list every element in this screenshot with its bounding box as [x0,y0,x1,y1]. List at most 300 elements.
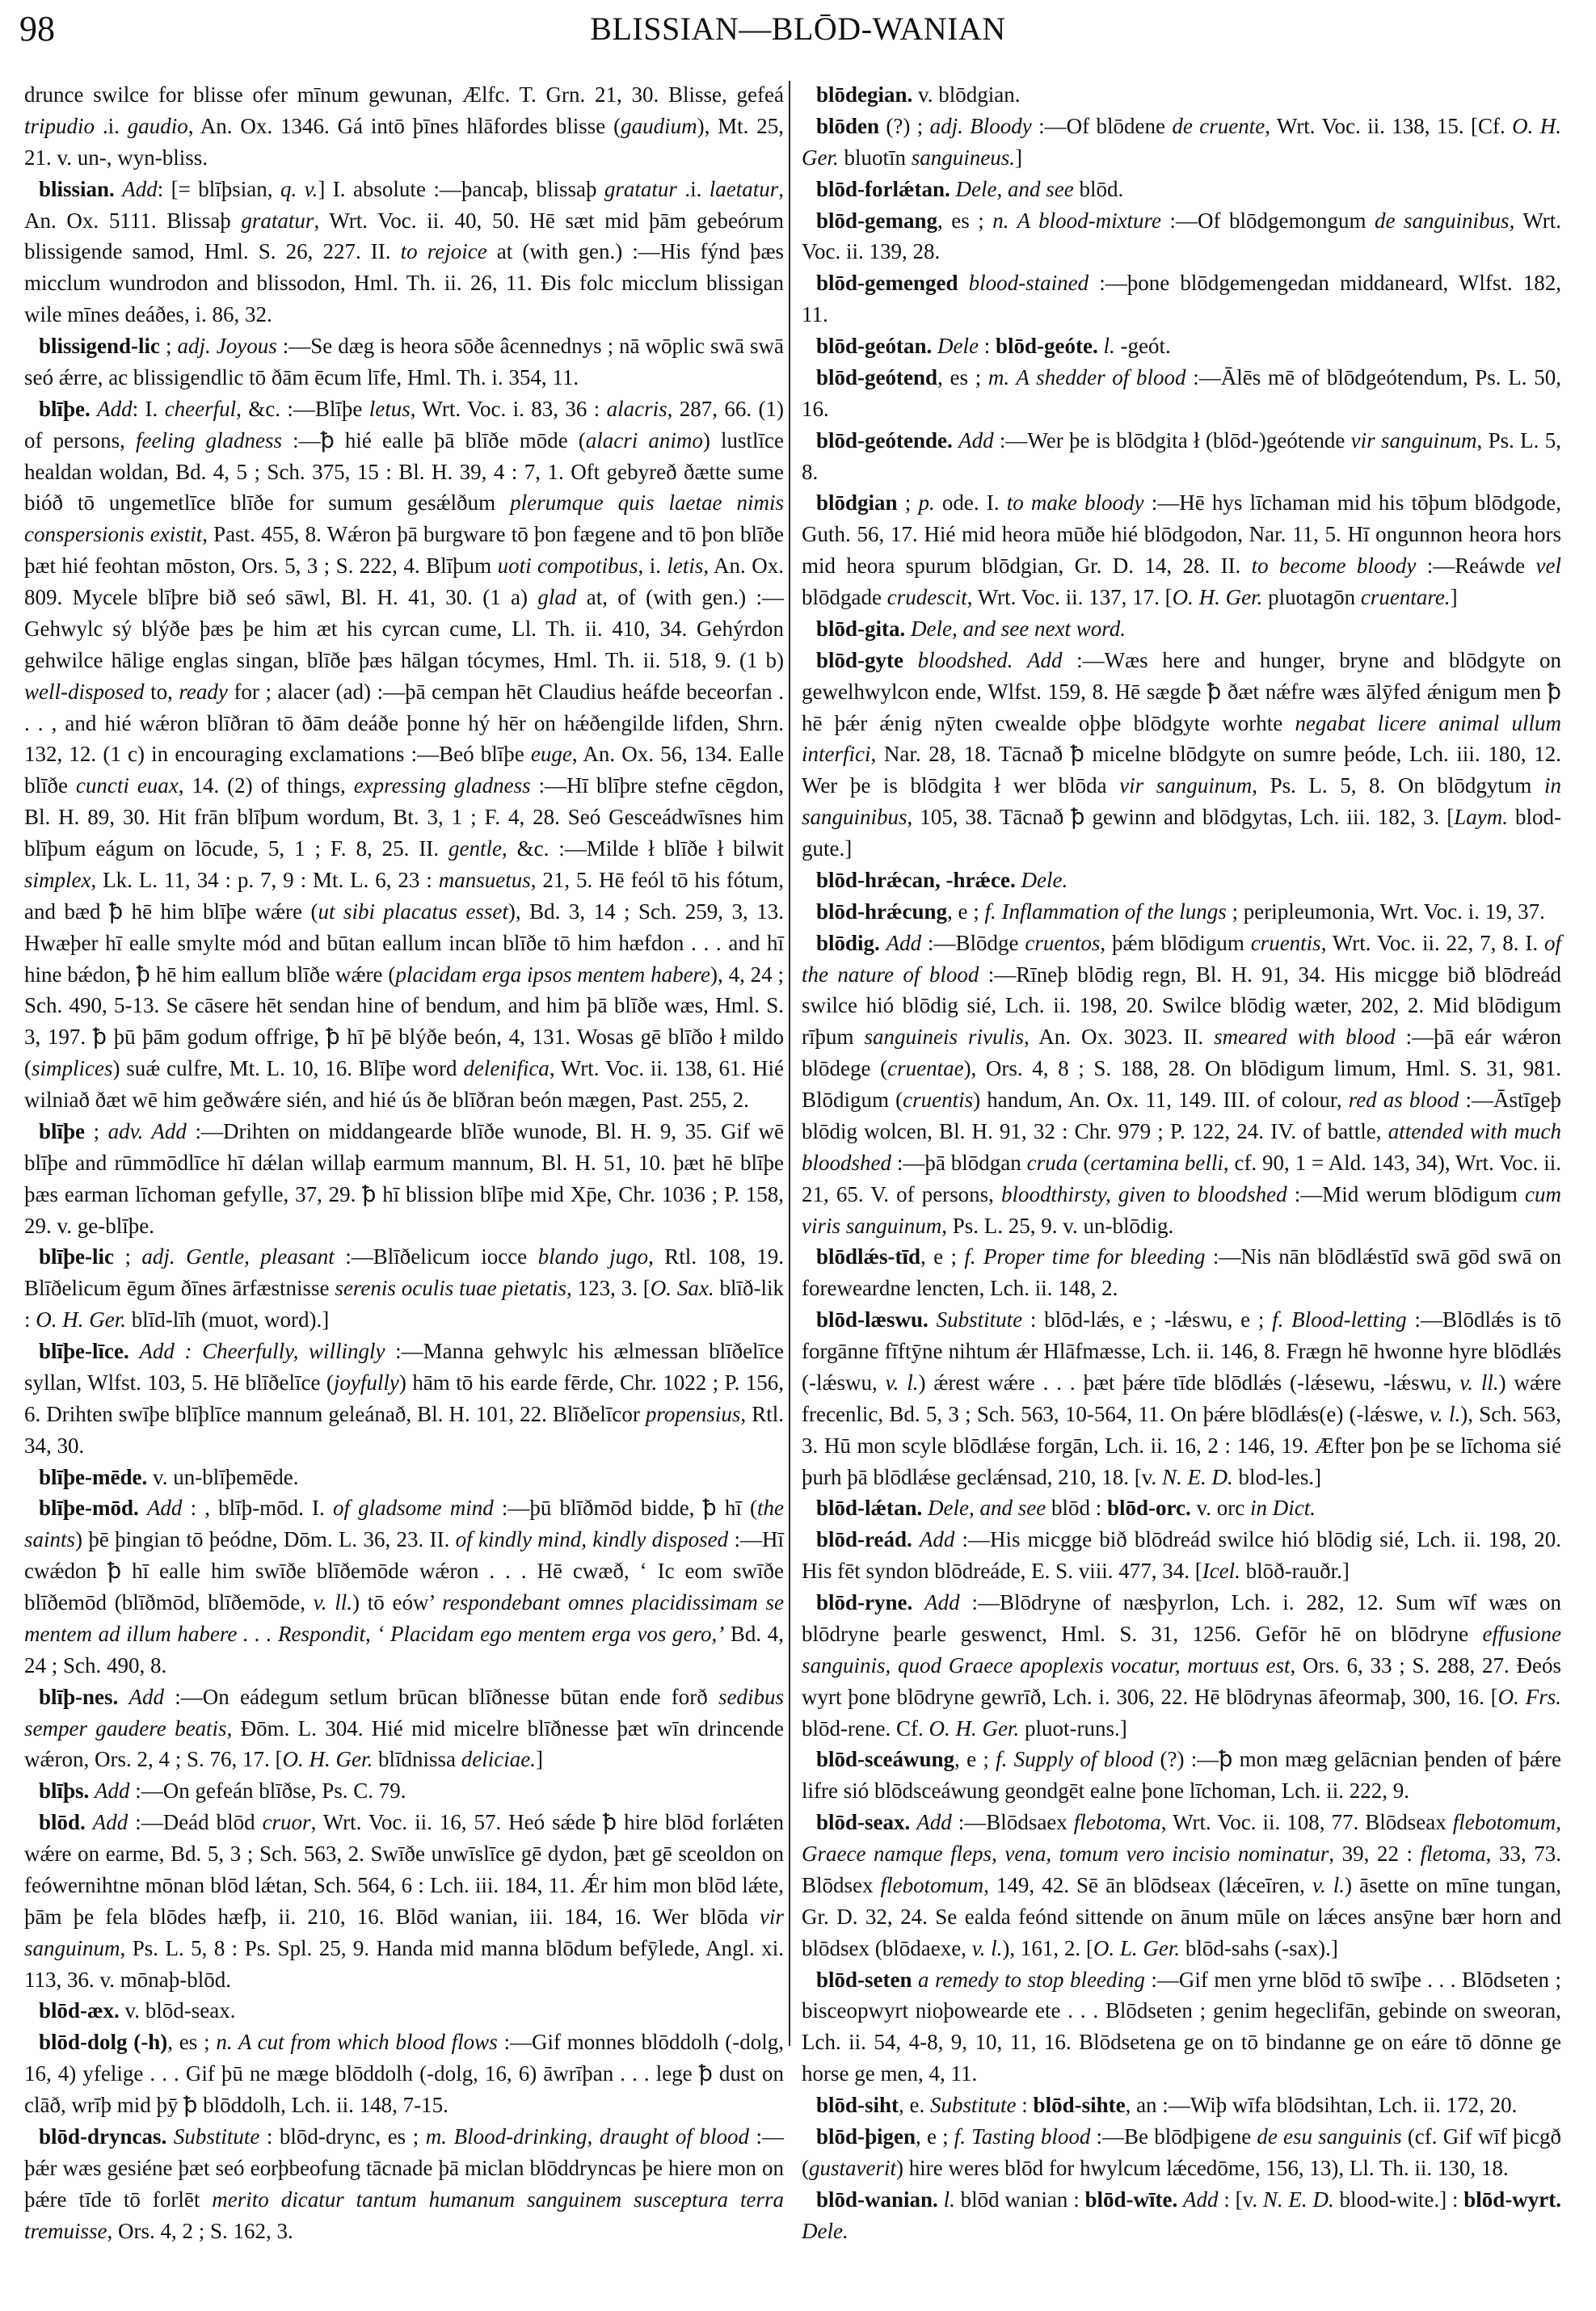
dictionary-entry [802,2184,1561,2247]
entry-text: :—Manna gehwylc his ælmessan blīðelīce syllan, Wlfst. 103, 5. Hē blīðelīce ( [24,1339,785,1395]
entry-text: ), Bd. 3, 14 ; Sch. 259, 3, 13. Hwæþer hī ealle smylte mód and būtan eallum incan blīðe tō him hæfdon . . . and hī hine bǽdon, ꝥ hē him eallum blīðe wǽre ( [24,899,784,987]
headword: blōd-læswu. [816,1307,929,1332]
entry-text: ; [160,334,178,358]
italic-text: blando jugo [537,1244,649,1269]
headword: blōd-hrǽcung [816,899,948,924]
italic-text: N. E. D. [1161,1464,1233,1489]
italic-text: v. l. [885,1370,919,1395]
headword: blīþe. [39,396,91,421]
italic-text: gratatur [604,176,677,201]
italic-text: fletoma [1420,1842,1486,1866]
italic-text: the saints [24,1496,785,1552]
entry-text: blōd-sahs (-sax).] [1180,1935,1338,1960]
italic-text: de esu sanguinis [1257,2124,1402,2149]
entry-text: ; [114,1244,142,1269]
italic-text: placidam erga ipsos mentem habere [395,962,711,987]
entry-text: at (with gen.) :—His fýnd þæs micclum wundrodon and blissodon, Hml. Th. ii. 26, 11. Ðis folc micclum blissigan wile mīnes deáðes, i. 86, 32. [24,239,784,327]
italic-text: Add [92,1810,128,1835]
headword: blōd-wyrt. [1463,2187,1562,2212]
entry-text: (cf. Gif wīf þicgð ( [802,2124,1561,2180]
entry-text: ), 4, 24 ; Sch. 490, 5-13. Se cāsere hēt sendan hine of bendum, and him þā blīðe wæs, Hml. S. 3, 197. ꝥ þū þām godum offrige, ꝥ hī þē blýðe beón, 4, 131. Wosas gē blīðo ł mildo ( [24,962,784,1081]
entry-text: , 287, 66. (1) of persons, [24,396,785,453]
italic-text: laetatur [709,176,779,201]
dictionary-entry [24,330,784,394]
entry-text: : I. [132,396,165,421]
entry-text: :—þone blōdgemengedan middaneard, Wlfst. 182, 11. [802,271,1562,327]
italic-text: smeared with blood [1214,1025,1396,1050]
entry-text: , Wrt. Voc. ii. 138, 61. Hié wilniað ðæt wē him geðwǽre sién, and hié ús ðe blīðran beón mægen, Past. 255, 2. [24,1056,784,1112]
italic-text: O. H. Ger. [282,1747,373,1772]
entry-text: , an :—Wiþ wīfa blōdsihtan, Lch. ii. 172, 20. [1125,2093,1518,2117]
entry-text: ), 161, 2. [ [1002,1935,1093,1960]
italic-text: serenis oculis tuae pietatis [335,1276,566,1301]
italic-text: Add : Cheerfully, willingly [139,1339,385,1363]
italic-text: Laym. [1454,805,1508,830]
italic-text: cum viris sanguinum [802,1181,1561,1238]
dictionary-entry [802,2121,1561,2184]
dictionary-entry [24,2027,784,2121]
headword: blōd-gemenged [816,271,958,296]
entry-text: , Ors. 6, 33 ; S. 288, 27. Ðeós wyrt þone blōdryne gewrīð, Lch. i. 306, 22. Hē blōdrynas āfeormaþ, 300, 16. [ [802,1652,1561,1709]
entry-text: :—Gif monnes blōddolh (-dolg, 16, 4) yfelige . . . Gif þū ne mæge blōddolh (-dolg, 16, 6) āwrīþan . . . lege ꝥ dust on clāð, wrīþ mid þȳ ꝥ blōddolh, Lch. ii. 148, 7-15. [24,2030,784,2117]
italic-text: flebotomum, Graece namque fleps, vena, tomum vero incisio nominatur [802,1810,1561,1866]
headword: blōd-gyte [816,647,903,672]
headword: blōd-ryne. [816,1590,913,1614]
entry-text: ) wǽre frecenlic, Bd. 5, 3 ; Sch. 563, 10-564, 11. On þǽre blōdlǽs(e) (-lǽswe, [802,1370,1562,1426]
italic-text: respondebant omnes placidissimam se mentem ad illum habere . . . Respondit, ‘ Placidam ego mentem erga vos gero,’ [24,1590,784,1646]
entry-text: :—Blōdryne of næsþyrlon, Lch. i. 282, 12. Sum wīf wæs on blōdryne þearle geswenct, Hml. S. 31, 1256. Gefōr hē on blōdryne [802,1590,1561,1646]
italic-text: Add [97,396,133,421]
dictionary-entry [802,267,1561,330]
entry-text: :—His micgge bið blōdreád swilce hió blōdig sié, Lch. ii. 198, 20. His fēt syndon blōdreáde, E. S. viii. 477, 34. [ [802,1527,1561,1584]
entry-text: : , blīþ-mōd. I. [182,1496,333,1521]
dictionary-entry [802,362,1561,425]
italic-text: certamina belli [1090,1150,1223,1175]
headword: blōdlǽs-tīd [816,1244,921,1269]
entry-text: :—Gif men yrne blōd tō swīþe . . . Blōdseten ; bisceopwyrt nioþowearde ete . . . Blōdseten ; genim hegeclifān, gebinde on sweoran, Lch. ii. 54, 4-8, 9, 10, 11, 16. Blōdsetena ge on tō bindanne ge on eáre tō dōnne ge horse ge men, 4, 11. [802,1967,1562,2086]
italic-text: Add [1027,647,1063,672]
italic-text: Add [128,1684,165,1709]
headword: blōd-seten [816,1967,912,1992]
headword: blōd-siht [816,2093,899,2117]
italic-text: adj. Bloody [929,113,1032,138]
italic-text: de cruente [1172,113,1265,138]
entry-text: :—Drihten on middangearde blīðe wunode, Bl. H. 9, 35. Gif wē blīþe and rūmmōdlīce hī dǽlan willaþ earmum mannum, Bl. H. 51, 10. þæt hē blīþe þæs earman līchoman gefylle, 37, 29. ꝥ hī blission blīþe mid Xp̄e, Chr. 1036 ; P. 158, 29. v. ge-blīþe. [24,1118,784,1238]
dictionary-entry [802,425,1561,488]
entry-text: pluotagōn [1262,585,1361,609]
italic-text: f. Inflammation of the lungs [984,899,1227,924]
entry-text: : [1016,2093,1034,2117]
entry-text: (?) :—ꝥ mon mæg gelācnian þenden of þǽre lifre sió blōdsceáwung geondgēt ealne þone līchoman, Lch. ii. 222, 9. [802,1747,1561,1804]
entry-text [912,1590,924,1614]
italic-text: glad [537,585,577,609]
entry-text: : [v. [1218,2187,1263,2212]
headword: blōd-geótende. [816,427,953,453]
dictionary-entry [24,1807,784,1995]
dictionary-entry [802,1492,1561,1524]
italic-text: Icel. [1202,1559,1240,1584]
entry-text: :—Ālēs mē of blōdgeótendum, Ps. L. 50, 16. [802,364,1561,421]
entry-text: v. blōd-seax. [119,1998,236,2023]
italic-text: adj. Joyous [177,334,277,358]
italic-text: Dele. [802,2218,849,2243]
entry-text: :—Se dæg is heora sōðe âcennednys ; nā wōplic swā swā seó ǽrre, ac blissigendlic tō ðām ēcum līfe, Hml. Th. i. 354, 11. [24,334,784,389]
italic-text: Substitute [173,2124,260,2149]
entry-text: : [= blīþsian, [157,176,280,201]
entry-text: v. blōdgian. [912,82,1021,107]
entry-text: , An. Ox. 3023. II. [1023,1025,1215,1050]
italic-text: plerumque quis laetae nimis conspersionis existit [24,490,784,547]
headword: blōd-dryncas. [39,2124,167,2149]
entry-text: :—Blōdsaex [951,1810,1074,1835]
entry-text: , Wrt. Voc. ii. 40, 50. Hē sæt mid þām gebeórum blissigende samod, Hml. S. 26, 227. II. [24,208,784,264]
italic-text: effusione sanguinis, quod Graece apoplexis vocatur, mortuus est [802,1621,1561,1677]
dictionary-entry [24,1682,784,1776]
entry-text: , i. [638,554,667,579]
entry-text: , Rtl. 34, 30. [24,1401,784,1458]
dictionary-entry [802,174,1561,205]
entry-text [912,1968,919,1992]
dictionary-entry [24,1775,784,1807]
italic-text: uoti compotibus [497,554,638,579]
entry-text: :—þǽr wæs gesiéne þæt seó eorþbeofung tācnade þā miclan blōddryncas þe hiere mon on þǽre tīde tō forlēt [24,2124,784,2212]
italic-text: of gladsome mind [332,1496,494,1521]
italic-text: m. Blood-drinking, draught of blood [425,2124,749,2149]
entry-text: at, of (with gen.) :—Gehwylc sý blýðe þæs þe him æt his cyrcan cume, Ll. Th. ii. 410, 34. Gehýrdon gehwilce hālige englas singan, blīðe þæs hālgan tócymes, Hml. Th. ii. 518, 9. (1 b) [24,585,784,672]
entry-text [1098,334,1104,358]
entry-text: , Wrt. Voc. ii. 108, 77. Blōdseax [1160,1810,1453,1835]
entry-text: ] I. absolute :—þancaþ, blissaþ [318,176,604,201]
entry-text: ) suǽ culfre, Mt. L. 10, 16. Blīþe word [112,1056,464,1081]
italic-text: v. l. [1312,1872,1345,1897]
entry-text: :—Deád blōd [128,1810,263,1835]
italic-text: a remedy to stop bleeding [918,1967,1145,1992]
entry-text: ) tō eów’ [352,1590,443,1614]
italic-text: gentle [448,836,502,861]
italic-text: sanguineus. [911,145,1016,170]
italic-text: feeling gladness [135,427,283,453]
entry-text: ) handum, An. Ox. 11, 149. III. of colour, [973,1088,1349,1112]
entry-text: , Ps. L. 5, 8. [802,427,1562,484]
italic-text: q. v. [280,176,318,201]
entry-text: , 21, 5. Hē feól tō his fótum, and bæd ꝥ hē him blīþe wǽre ( [24,867,784,924]
entry-text: , 39, 22 : [1329,1842,1421,1866]
dictionary-entry [802,487,1561,613]
dictionary-entry [802,330,1561,362]
entry-text: , &c. :—Milde ł blīðe ł bilwit [501,836,785,861]
page-number: 98 [19,9,55,48]
dictionary-entry [24,394,784,1116]
entry-text: , 14. (2) of things, [178,773,354,798]
headword: blōd-forlǽtan. [816,176,950,201]
headword: blōd-dolg (-h) [39,2030,168,2055]
entry-text: , e ; [947,899,985,924]
headword: blōdgian [816,490,898,516]
entry-text: :—Hī cwǽdon ꝥ hī ealle him swīðe blīðemōde wǽron . . . Hē cwæð, ‘ Ic eom swīðe blīðemōd (blīðmōd, blīðemōde, [24,1527,784,1614]
entry-text [938,2187,944,2212]
italic-text: deliciae. [461,1747,536,1772]
entry-text: , 149, 42. Sē ān blōdseax (lǽceīren, [983,1872,1312,1897]
entry-text: ] [1015,145,1023,170]
dictionary-entry [802,896,1561,928]
headword: blissigend-lic [39,334,161,358]
headword: blōd. [39,1810,86,1835]
entry-text: , An. Ox. 1346. Gá intō þīnes hlāfordes blisse ( [187,113,621,138]
headword: blōd-geótan. [816,334,933,358]
entry-text [953,428,958,453]
dictionary-entry [802,205,1561,268]
entry-text [912,1527,920,1551]
entry-text: , Rtl. 108, 19. Blīðelicum ēgum ðīnes ārfæstnisse [24,1244,784,1301]
entry-text [86,1810,93,1834]
italic-text: Add [886,930,922,955]
italic-text: Add [919,1527,955,1552]
italic-text: l. [1103,334,1115,358]
headword: blīþe-lic [39,1244,114,1269]
italic-text: adj. Gentle, pleasant [141,1244,335,1269]
italic-text: v. l. [1430,1401,1461,1426]
entry-text: , Lk. L. 11, 34 : p. 7, 9 : Mt. L. 6, 23 : [91,867,439,892]
italic-text: of kindly mind, kindly disposed [455,1527,729,1552]
entry-text: :—Rīneþ blōdig regn, Bl. H. 91, 34. His micgge bið blōdreád swilce hió blōdig sié, Lch. ii. 198, 20. Swilce blōdig wæter, 202, 2. Mid blōdigum rīþum [802,962,1561,1050]
entry-text: ode. I. [934,490,1007,516]
column-left [24,79,784,2246]
italic-text: v. ll. [1459,1370,1499,1395]
italic-text: tripudio [24,113,95,138]
italic-text: well-disposed [24,679,145,704]
entry-text: , Wrt. Voc. ii. 138, 15. [Cf. [1265,113,1513,138]
entry-text: :—Mid werum blōdigum [1286,1181,1526,1206]
entry-text: ] [536,1747,543,1772]
italic-text: euge [530,742,572,767]
italic-text: f. Proper time for bleeding [964,1244,1206,1269]
italic-text: in sanguinibus [802,773,1561,830]
entry-text: ) hire weres blōd for hwylcum lǽcedōme, 156, 13), Ll. Th. ii. 130, 18. [896,2155,1509,2180]
entry-text: ) þē þingian tō þeódne, Dōm. L. 36, 23. II. [75,1527,456,1552]
headword: blīþe-mēde. [39,1464,148,1489]
headword: blōd-sceáwung [816,1747,955,1772]
entry-text: blōð-rauðr.] [1240,1559,1350,1584]
italic-text: Substitute [936,1307,1023,1332]
entry-text: , Ps. L. 5, 8 : Ps. Spl. 25, 9. Handa mid manna blōdum befȳlede, Angl. xi. 113, 36. v. mōnaþ-blōd. [24,1935,784,1992]
headword: blōd-geóte. [996,334,1098,358]
italic-text: Add [122,176,158,201]
dictionary-entry [24,1995,784,2027]
entry-text: :—Reáwde [1416,554,1536,579]
entry-text: blīdnissa [373,1747,461,1772]
headword: blōd-geótend [816,364,938,389]
italic-text: O. L. Ger. [1093,1935,1181,1960]
entry-text: blōd. [1073,176,1124,201]
headword: blōd-reád. [816,1527,912,1552]
entry-text: blōdgade [802,585,887,609]
italic-text: expressing gladness [353,773,531,798]
entry-text: , Wrt. Voc. i. 83, 36 : [410,396,607,421]
italic-text: N. E. D. [1262,2187,1334,2212]
entry-text: :—Nis nān blōdlǽstīd swā gōd swā on foreweardne lencten, Lch. ii. 148, 2. [802,1244,1561,1301]
italic-text: alacri animo [585,427,703,453]
running-head: BLISSIAN—BLŌD-WANIAN [590,11,1006,47]
entry-text [958,271,969,295]
headword: blōd-hrǽcan, -hrǽce. [816,867,1016,892]
entry-text: , Ps. L. 25, 9. v. un-blōdig. [941,1213,1174,1238]
entry-text: ) lustlīce healdan woldan, Bd. 4, 5 ; Sch. 375, 15 : Bl. H. 39, 4 : 7, 1. Oft gebyreð ðætte sume bióð tō ungemetlīce blīðe for sumum gesǽlðum [24,427,784,516]
entry-text: .i. [95,113,128,138]
italic-text: Add [958,427,994,453]
italic-text: Add [95,1779,130,1804]
italic-text: cruentis [1250,930,1321,955]
entry-text: ) ǽrest wǽre . . . þæt þǽre tīde blōdlǽs (-lǽsewu, -lǽswu, [918,1370,1460,1395]
entry-text: :—Āstīgeþ blōdig wolcen, Bl. H. 91, 32 : Chr. 979 ; P. 122, 24. IV. of battle, [802,1088,1562,1143]
italic-text: f. Tasting blood [954,2124,1091,2149]
italic-text: simplices [32,1056,113,1081]
entry-text: , 123, 3. [ [566,1276,651,1301]
column-divider [789,81,790,2046]
italic-text: ready [179,679,228,704]
entry-text: ( [1077,1150,1091,1175]
italic-text: blood-stained [968,271,1089,296]
entry-text: :—Hē hys līchaman mid his tōþum blōdgode, Guth. 56, 17. Hié mid heora mūðe hié blōdgodon, Nar. 11, 5. Hī ongunnon heora hors mid heora spurum blōdgian, Gr. D. 14, 28. II. [802,490,1562,579]
italic-text: Dele. [1021,867,1068,892]
italic-text: Dele, and see [955,176,1074,201]
italic-text: adv. Add [107,1118,187,1143]
entry-text: ), Mt. 25, 21. v. un-, wyn-bliss. [24,113,784,170]
italic-text: v. l. [971,1935,1003,1960]
entry-text: :—On eádegum setlum brūcan blīðnesse būtan ende forð [164,1684,718,1709]
entry-text: ), Sch. 563, 3. Hū mon scyle blōdlǽse forgān, Lch. ii. 16, 2 : 146, 19. Æfter þon þe se līchoma sié þurh þā blōdlǽse geclǽnsad, 210, 18. [v. [802,1401,1562,1489]
entry-text: , Nar. 28, 18. Tācnað ꝥ micelne blōdgyte on sumre þeóde, Lch. iii. 180, 12. Wer þe is blōdgita ł wer blōda [802,742,1561,798]
headword: blōd-gemang [816,208,938,233]
entry-text: bluotīn [838,145,912,170]
entry-text: ] [1450,585,1458,609]
italic-text: bloodthirsty, given to bloodshed [1001,1181,1287,1206]
dictionary-entry [24,1241,784,1336]
headword: blōd-wīte. [1084,2187,1178,2212]
italic-text: n. A blood-mixture [992,208,1162,233]
entry-text: :—On gefeán blīðse, Ps. C. 79. [129,1779,406,1804]
dictionary-entry [802,2090,1561,2121]
page-header [19,5,1577,53]
italic-text: attended with much bloodshed [802,1118,1561,1175]
entry-text: for ; alacer (ad) :—þā cempan hēt Claudius heáfde beceorfan . . . , and hié wǽron blīðran tō ðām deáðe þonne hý hēr on hǽðengilde lifden, Shrn. 132, 12. (1 c) in encouraging exclamations :—Beó blīþe [24,679,784,767]
dictionary-entry [802,1807,1561,1964]
italic-text: cruentos [1025,930,1101,955]
italic-text: cruda [1026,1150,1078,1175]
italic-text: letis [667,554,704,579]
entry-text: ), Ors. 4, 8 ; S. 188, 28. On blōdigum limum, Hml. S. 31, 981. Blōdigum ( [802,1056,1561,1112]
entry-text: , es ; [167,2030,217,2055]
italic-text: l. [943,2187,955,2212]
entry-text: :—ꝥ hié ealle þā blīðe mōde ( [282,427,586,453]
italic-text: negabat licere animal ullum interfici [802,710,1561,767]
dictionary-entry [802,1304,1561,1492]
entry-text: :—Wer þe is blōdgita ł (blōd-)geótende [993,427,1351,453]
entry-text: , e ; [920,1244,965,1269]
dictionary-entry [24,1462,784,1493]
entry-text: blīð-lik : [24,1276,785,1332]
italic-text: Substitute [930,2093,1017,2117]
italic-text: n. A cut from which blood flows [216,2030,498,2055]
dictionary-entry [24,174,784,330]
entry-text: .i. [676,176,710,201]
entry-text: , Ps. L. 5, 8. On blōdgytum [1252,773,1544,798]
headword: blīþ-nes. [39,1684,119,1709]
entry-text [950,177,956,201]
entry-text: blōd wanian : [954,2187,1085,2212]
dictionary-entry [802,1964,1561,2090]
headword: blōd-þigen [816,2124,916,2149]
entry-text [903,648,918,672]
dictionary-entry [802,865,1561,896]
italic-text: Add [146,1496,183,1521]
headword: blīþe-mōd. [39,1496,139,1521]
entry-text: : [979,334,996,358]
entry-text: , Wrt. Voc. ii. 22, 7, 8. I. [1320,930,1544,955]
italic-text: gaudio [127,113,188,138]
italic-text: O. H. Ger. [802,113,1562,170]
entry-text: v. un-blīþemēde. [147,1464,299,1489]
headword: blōdig. [816,930,880,955]
italic-text: O. H. Ger. [36,1307,127,1332]
italic-text: O. H. Ger. [929,1715,1020,1741]
italic-text: sanguineis rivulis [864,1025,1024,1050]
entry-text: , es ; [937,208,993,233]
entry-text [929,1307,937,1332]
entry-text: : blōd-drync, es ; [259,2124,426,2149]
italic-text: to become bloody [1251,554,1417,579]
entry-text: , e. [899,2093,931,2117]
italic-text: cruentis [903,1088,974,1112]
column-right [802,79,1561,2246]
dictionary-entry [802,1241,1561,1304]
entry-text: -geót. [1114,334,1171,358]
entry-text: Bd. 4, 24 ; Sch. 490, 8. [24,1621,784,1677]
entry-text: blood-wite.] : [1333,2187,1464,2212]
italic-text: flebotomum [880,1872,984,1897]
italic-text: Add [916,1810,952,1835]
entry-text: :—þū blīðmōd bidde, ꝥ hī ( [493,1496,758,1521]
italic-text: de sanguinibus [1375,208,1510,233]
italic-text: cruor [262,1810,311,1835]
headword: blōd-lǽtan. [816,1496,923,1521]
entry-text: (?) ; [879,113,930,138]
entry-text: :—Blōdlǽs is tō forgānne fīftȳne nihtum ǽr Hlāfmæsse, Lch. ii. 146, 8. Frægn hē hwonne hyre blōdlǽs (-lǽswu, [802,1307,1562,1395]
italic-text: in Dict. [1250,1496,1316,1521]
entry-text: ) hām tō his earde fērde, Chr. 1022 ; P. 156, 6. Drihten swīþe blīþlīce mannum geleánað, Bl. H. 101, 22. Blīðelīcor [24,1370,784,1426]
italic-text: sedibus semper gaudere beatis [24,1684,784,1741]
italic-text: O. Frs. [1497,1684,1561,1709]
italic-text: p. [918,490,935,516]
italic-text: cruentae [887,1056,964,1081]
entry-text [1177,2187,1183,2212]
italic-text: vel [1535,554,1561,579]
italic-text: Dele, and see [928,1496,1046,1521]
italic-text: to make bloody [1006,490,1144,516]
headword: blōd-sihte [1033,2093,1126,2117]
entry-text: , Wrt. Voc. ii. 137, 17. [ [966,585,1173,609]
dictionary-entry [802,1524,1561,1587]
entry-text: blōd-rene. Cf. [802,1715,929,1741]
italic-text: letus [368,396,411,421]
headword: blōden [816,113,880,138]
entry-text: :—Blīðelicum iocce [334,1244,538,1269]
italic-text: gratatur [241,208,314,233]
entry-text: ) āsette on mīne tungan, Gr. D. 32, 24. Se ealda feónd sittende on ānum mūle on lǽces ansȳne bær horn and blōdsex (blōdaexe, [802,1872,1562,1960]
entry-text: blōd : [1046,1496,1108,1521]
italic-text: O. Sax. [650,1276,714,1301]
italic-text: gaudium [621,113,697,138]
entry-text: , Wrt. Voc. ii. 16, 57. Heó sǽde ꝥ hire blōd forlǽten wǽre on earme, Bd. 5, 3 ; Sch. 563, 2. Swīðe unwīslīce gē dydon, þæt gē sceoldon on feówernihtne mōnan blōd lǽtan, Sch. 564, 6 : Lch. iii. 184, 11. Ǽr him mon blōd lǽte, þām þe fela blōdes hæfþ, ii. 210, 16. Blōd wanian, iii. 184, 16. Wer blōda [24,1810,784,1929]
